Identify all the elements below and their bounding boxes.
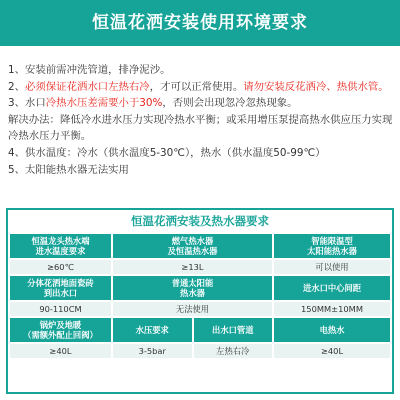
requirement-2-caution: 请勿安装反花洒冷、热供水管。 (243, 80, 389, 93)
requirement-3-prefix: 3、水口 (8, 97, 46, 110)
value-cell: ≥13L (113, 260, 272, 274)
requirements-table-panel (6, 208, 394, 394)
requirement-1: 1、安装前需冲洗管道，排净泥沙。 (8, 64, 171, 76)
header-cell (113, 234, 272, 258)
requirement-2-prefix: 2、 (8, 80, 26, 93)
header-text: 锅炉及地暖 （需额外配止回阀） (23, 320, 98, 340)
value-cell: 无法使用 (113, 302, 272, 316)
requirement-2-warning: 必须保证花洒水口左热右冷 (25, 80, 150, 93)
table-row (10, 344, 390, 358)
header-cell (274, 234, 390, 258)
value-cell: 左热右冷 (194, 344, 273, 358)
header-text: 普通太阳能 热水器 (171, 278, 214, 298)
table-row (10, 318, 390, 342)
value-cell: ≥40L (274, 344, 390, 358)
header-cell (10, 276, 111, 300)
table-row (10, 234, 390, 258)
requirements-list (8, 62, 396, 178)
header-cell (10, 318, 111, 342)
page-title: 恒温花洒安装使用环境要求 (0, 0, 400, 46)
header-text: 智能限温型 太阳能热水器 (307, 236, 357, 256)
header-text: 电热水 (319, 325, 345, 335)
value-cell: 可以使用 (274, 260, 390, 274)
requirement-3-suffix: ，否则会出现忽冷忽热现象。 (162, 97, 298, 110)
table-row (10, 276, 390, 300)
header-cell (113, 318, 192, 342)
header-cell (10, 234, 111, 258)
requirement-5: 5、太阳能热水器无法实用 (8, 163, 129, 176)
value-cell: 90-110CM (10, 302, 111, 316)
value-cell: ≥60℃ (10, 260, 111, 274)
value-cell: 3-5bar (113, 344, 192, 358)
header-cell (194, 318, 273, 342)
header-text: 燃气热水器 及恒温热水器 (167, 236, 218, 256)
header-text: 分体花洒地面瓷砖 到出水口 (27, 278, 94, 298)
header-cell (274, 318, 390, 342)
value-cell: 150MM±10MM (274, 302, 390, 316)
header-cell (274, 276, 390, 300)
header-text: 水压要求 (135, 325, 169, 335)
header-text: 进水口中心间距 (302, 283, 362, 293)
header-text: 恒温龙头热水端 进水温度要求 (31, 236, 90, 256)
table-row (10, 260, 390, 274)
requirement-3-solution: 解决办法：降低冷水进水压力实现冷热水平衡；或采用增压泵提高热水供应压力实现冷热水压力平衡。 (8, 113, 393, 143)
header-cell (113, 276, 272, 300)
table-title: 恒温花洒安装及热水器要求 (131, 214, 269, 228)
header-text: 出水口管道 (212, 325, 254, 335)
requirement-4: 4、供水温度：冷水（供水温度5-30℃），热水（供水温度50-99℃） (8, 146, 326, 159)
requirement-2 (8, 79, 396, 96)
requirements-table (8, 232, 392, 360)
requirement-3 (8, 95, 396, 112)
requirement-3-warning: 冷热水压差需要小于30% (45, 97, 163, 110)
table-row (10, 302, 390, 316)
value-cell: ≥40L (10, 344, 111, 358)
requirement-2-middle: ，才可以正常使用。 (149, 80, 244, 93)
